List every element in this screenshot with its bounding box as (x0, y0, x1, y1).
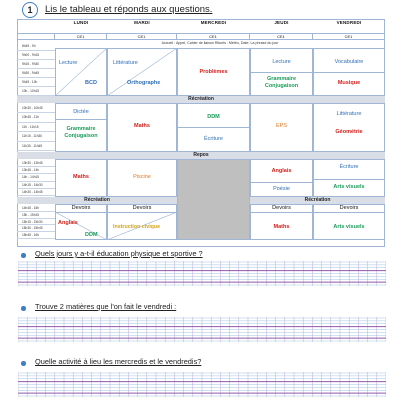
time-label: 11h - 11h15 (17, 123, 55, 132)
time-label: 8h45 - 9h (17, 42, 55, 51)
band-recreation-2-right: Récréation (250, 197, 385, 204)
band-repos: Repos (17, 152, 385, 159)
band-recreation-1: Récréation (17, 96, 385, 103)
subject-mardi-piscine: Piscine (133, 174, 151, 180)
day-header-lundi: LUNDI (73, 20, 89, 25)
lundi-block4-diagonal (55, 212, 107, 240)
subject-vendredi-arts-2: Arts visuels (333, 224, 365, 230)
vendredi-block3-divider (313, 179, 385, 180)
subject-jeudi-eps: EPS (275, 123, 287, 129)
subject-mardi-litterature: Littérature (113, 60, 138, 66)
ce1-lundi: CE1 (55, 33, 107, 40)
day-header-mardi: MARDI (134, 20, 150, 25)
jeudi-block4-divider (250, 212, 313, 213)
mercredi-afternoon-gray (177, 159, 250, 240)
subject-mardi-maths: Maths (134, 123, 150, 129)
vendredi-block4-divider (313, 212, 385, 213)
time-label: 13h45 - 14h (17, 167, 55, 174)
time-label: 9h00 - 9h15 (17, 51, 55, 60)
time-label: 14h - 14h15 (17, 174, 55, 181)
lundi-diagonal (55, 48, 107, 96)
time-label: 10h30 - 10h45 (17, 104, 55, 113)
subject-jeudi-poesie: Poésie (273, 186, 290, 192)
time-label: 14h30 - 14h45 (17, 189, 55, 196)
subject-jeudi-lecture: Lecture (272, 59, 291, 65)
time-label: 15h30 - 15h45 (17, 225, 55, 232)
subject-jeudi-devoirs: Devoirs (272, 205, 291, 211)
subject-vendredi-geometrie: Géométrie (335, 129, 363, 135)
question-2 (35, 302, 176, 311)
time-label: 10h45 - 11h (17, 113, 55, 122)
vendredi-divider (313, 72, 385, 73)
time-label: 9h15 - 9h30 (17, 60, 55, 69)
schedule-table (17, 19, 385, 247)
mardi-diagonal (107, 48, 177, 96)
subject-lundi-lecture: Lecture (59, 60, 78, 66)
subject-lundi-devoirs: Devoirs (71, 205, 91, 211)
subject-jeudi-grammaire: Grammaire (266, 76, 297, 82)
subject-mardi-orthographe: Orthographe (127, 80, 161, 86)
time-label: 14h45 - 15h (17, 205, 55, 212)
subject-lundi-grammaire: Grammaire (66, 126, 96, 132)
subject-vendredi-arts: Arts visuels (333, 184, 365, 190)
answer-lines-2[interactable] (18, 317, 386, 342)
question-3-text: Quelle activité à lieu les mercredis et le vendredis? (35, 357, 202, 366)
subject-vendredi-ecriture: Écriture (339, 164, 359, 170)
time-label: 14h15 - 14h30 (17, 182, 55, 189)
jeudi-block3-divider (250, 182, 313, 183)
subject-vendredi-musique: Musique (337, 80, 361, 86)
accueil-text: Accueil : Appel, Cahier de liaison Rituels : Météo, Date, La phrase du jour (161, 41, 279, 45)
subject-lundi-maths: Maths (73, 174, 89, 180)
ce1-mardi: CE1 (107, 33, 177, 40)
subject-lundi-bcd: BCD (85, 80, 97, 86)
question-2-bullet (21, 306, 26, 311)
time-label: 15h15 - 15h30 (17, 219, 55, 226)
time-label: 11h30 - 11h45 (17, 142, 55, 151)
subject-mercredi-ecriture: Écriture (204, 136, 223, 142)
subject-vendredi-devoirs: Devoirs (339, 205, 359, 211)
exercise-title: Lis le tableau et réponds aux questions. (45, 4, 213, 15)
ce1-jeudi: CE1 (250, 33, 313, 40)
time-label: 11h15 - 11h30 (17, 132, 55, 141)
day-header-mercredi: MERCREDI (200, 20, 227, 25)
lundi-block2-divider (55, 119, 107, 120)
ce1-vendredi: CE1 (313, 33, 385, 40)
subject-lundi-dictee: Dictée (73, 109, 89, 115)
subject-lundi-ddm: DDM (85, 232, 98, 238)
day-header-vendredi: VENDREDI (336, 20, 362, 25)
subject-mercredi-ddm: DDM (207, 114, 220, 120)
subject-lundi-conjugaison: Conjugaison (64, 133, 98, 139)
question-3 (35, 357, 201, 366)
question-1-bullet (21, 253, 26, 258)
question-1 (35, 249, 203, 258)
subject-lundi-anglais: Anglais (58, 220, 78, 226)
question-2-text: Trouve 2 matières que l'on fait le vendredi : (35, 302, 177, 311)
subject-mardi-devoirs: Devoirs (132, 205, 152, 211)
mercredi-block2-divider (177, 127, 250, 128)
question-3-bullet (21, 361, 26, 366)
subject-jeudi-maths: Maths (273, 224, 290, 230)
subject-mardi-instruction-civique: Instruction civique (113, 224, 161, 230)
band-recreation-2-left: Récréation (17, 197, 177, 204)
ce1-corner (17, 33, 55, 40)
answer-lines-1[interactable] (18, 261, 386, 286)
answer-lines-3[interactable] (18, 372, 386, 397)
time-label: 15h - 15h15 (17, 212, 55, 219)
subject-jeudi-anglais: Anglais (271, 168, 292, 174)
subject-jeudi-conjugaison: Conjugaison (264, 83, 299, 89)
exercise-number: 1 (22, 2, 38, 18)
time-label: 9h30 - 9h45 (17, 69, 55, 78)
time-label: 10h - 10h15 (17, 87, 55, 96)
subject-vendredi-litterature: Littérature (336, 111, 362, 117)
ce1-mercredi: CE1 (177, 33, 250, 40)
question-1-text: Quels jours y a-t-il éducation physique et sportive ? (35, 249, 203, 258)
subject-mercredi-problemes: Problèmes (199, 69, 228, 75)
day-header-jeudi: JEUDI (274, 20, 289, 25)
time-label: 13h30 - 13h45 (17, 160, 55, 167)
jeudi-divider (250, 72, 313, 73)
time-label: 9h45 - 10h (17, 78, 55, 87)
subject-vendredi-vocabulaire: Vocabulaire (334, 59, 364, 65)
time-label: 15h45 - 16h (17, 232, 55, 239)
